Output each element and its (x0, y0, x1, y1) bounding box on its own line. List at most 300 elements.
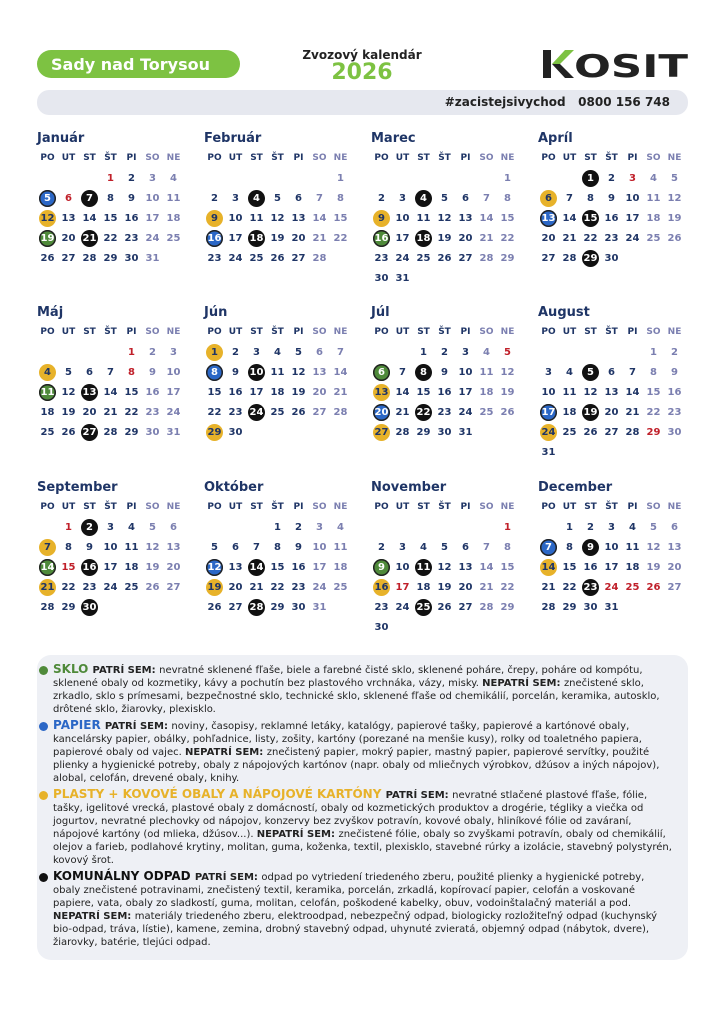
day-number (165, 599, 182, 616)
day-number (39, 170, 56, 187)
month-7 (538, 304, 688, 462)
day-number: 17 (103, 561, 118, 573)
day-number: 1 (107, 172, 114, 184)
day-number (206, 170, 223, 187)
weekday-label: ST (417, 153, 430, 163)
day-cell (643, 188, 664, 208)
day-cell (476, 597, 497, 617)
day-cell (204, 537, 225, 557)
day-cell (37, 422, 58, 442)
day-cell (309, 188, 330, 208)
day-cell (309, 557, 330, 577)
calendar-year: 2026 (331, 60, 393, 85)
weekday-label: PO (40, 327, 55, 337)
day-number (561, 170, 578, 187)
day-cell (79, 208, 100, 228)
day-cell (37, 402, 58, 422)
day-number: 18 (625, 561, 640, 573)
day-cell (455, 248, 476, 268)
weekday-header (371, 322, 521, 342)
day-cell (267, 248, 288, 268)
day-number: 24 (312, 581, 327, 593)
weekday-header (538, 148, 688, 168)
day-number (81, 344, 98, 361)
day-number: 20 (291, 232, 306, 244)
day-number: 4 (128, 521, 135, 533)
weekday-label: UT (61, 327, 76, 337)
empty-cell (559, 168, 580, 188)
day-cell (392, 268, 413, 288)
empty-cell (371, 342, 392, 362)
day-cell (58, 228, 79, 248)
day-number: 17 (604, 561, 619, 573)
day-number (206, 519, 223, 536)
day-number (624, 599, 641, 616)
day-number: 3 (629, 172, 636, 184)
weekday-label: ŠT (104, 153, 117, 163)
day-cell (121, 362, 142, 382)
day-cell (601, 597, 622, 617)
weekday-label: PI (126, 502, 137, 512)
weekday-label: UT (395, 327, 410, 337)
day-number (478, 619, 495, 636)
week-row (538, 188, 688, 208)
day-cell (163, 382, 184, 402)
day-number: 11 (646, 192, 661, 204)
week-row (371, 188, 521, 208)
day-cell (330, 188, 351, 208)
day-number: 10 (625, 192, 640, 204)
day-cell (267, 382, 288, 402)
weekday-label: PI (460, 502, 471, 512)
day-cell (622, 422, 643, 442)
week-row (538, 422, 688, 442)
weekday-label: SO (479, 502, 494, 512)
empty-cell (288, 168, 309, 188)
day-number (478, 270, 495, 287)
day-cell (309, 517, 330, 537)
week-row (204, 188, 354, 208)
day-cell (121, 188, 142, 208)
day-cell (309, 537, 330, 557)
day-number (645, 444, 662, 461)
empty-cell (476, 168, 497, 188)
weekday-label: ŠT (271, 327, 284, 337)
day-number: 28 (625, 426, 640, 438)
day-number: 31 (166, 426, 181, 438)
day-cell (204, 362, 225, 382)
day-cell (37, 188, 58, 208)
day-cell (559, 362, 580, 382)
day-cell (225, 362, 246, 382)
day-number: 31 (312, 601, 327, 613)
day-number: 28 (479, 601, 494, 613)
empty-cell (392, 168, 413, 188)
day-cell (142, 168, 163, 188)
day-cell (267, 577, 288, 597)
day-cell (601, 188, 622, 208)
month-name: Marec (371, 131, 416, 146)
day-number: 1 (128, 346, 135, 358)
day-cell (497, 557, 518, 577)
hashtag: #zacistejsivychod (444, 95, 566, 109)
day-cell (100, 208, 121, 228)
weekday-label: PO (541, 502, 556, 512)
day-cell (371, 537, 392, 557)
day-number: 2 (81, 519, 98, 536)
day-cell (559, 537, 580, 557)
day-number: 2 (587, 521, 594, 533)
week-row (371, 228, 521, 248)
day-number: 31 (395, 272, 410, 284)
empty-cell (622, 248, 643, 268)
day-cell (538, 228, 559, 248)
weekday-label: ŠT (104, 327, 117, 337)
empty-cell (100, 597, 121, 617)
weekday-label: PI (627, 327, 638, 337)
week-row (538, 168, 688, 188)
day-number: 21 (39, 579, 56, 596)
legend-plasty (53, 788, 673, 867)
empty-cell (664, 597, 685, 617)
day-number: 26 (270, 252, 285, 264)
week-row (37, 517, 187, 537)
day-number: 5 (149, 521, 156, 533)
day-cell (121, 557, 142, 577)
legend-panel (37, 655, 688, 960)
day-number: 24 (604, 581, 619, 593)
day-cell (37, 537, 58, 557)
day-number (415, 170, 432, 187)
day-cell (601, 382, 622, 402)
weekday-label: ST (250, 502, 263, 512)
weekday-label: PI (126, 153, 137, 163)
day-number: 11 (249, 212, 264, 224)
day-number: 27 (667, 581, 682, 593)
legend-title: PAPIER (53, 718, 105, 732)
day-cell (580, 228, 601, 248)
empty-cell (559, 442, 580, 462)
day-cell (497, 537, 518, 557)
day-number: 24 (395, 601, 410, 613)
day-number: 16 (373, 579, 390, 596)
day-cell (225, 188, 246, 208)
day-cell (538, 537, 559, 557)
week-row (37, 342, 187, 362)
day-number: 26 (437, 601, 452, 613)
day-cell (267, 362, 288, 382)
day-cell (455, 537, 476, 557)
day-cell (288, 188, 309, 208)
legend-title: PLASTY + KOVOVÉ OBALY A NÁPOJOVÉ KARTÓNY (53, 787, 386, 801)
day-number (227, 519, 244, 536)
day-number: 16 (667, 386, 682, 398)
day-cell (497, 248, 518, 268)
day-number: 9 (232, 366, 239, 378)
week-row (538, 517, 688, 537)
day-number (269, 424, 286, 441)
weekday-label: SO (479, 153, 494, 163)
empty-cell (538, 168, 559, 188)
day-number (540, 344, 557, 361)
day-cell (601, 402, 622, 422)
day-cell (204, 402, 225, 422)
day-cell (37, 597, 58, 617)
day-number (394, 344, 411, 361)
day-cell (121, 208, 142, 228)
day-number: 9 (441, 366, 448, 378)
day-cell (664, 168, 685, 188)
month-name: Júl (371, 305, 390, 320)
day-cell (204, 228, 225, 248)
day-number: 30 (228, 426, 243, 438)
day-cell (79, 537, 100, 557)
day-cell (413, 228, 434, 248)
day-number: 13 (61, 212, 76, 224)
day-number: 14 (625, 386, 640, 398)
day-cell (330, 402, 351, 422)
day-number: 13 (291, 212, 306, 224)
weekday-label: ST (417, 327, 430, 337)
day-cell (267, 597, 288, 617)
day-number: 13 (458, 212, 473, 224)
day-number: 16 (81, 559, 98, 576)
day-number (227, 170, 244, 187)
day-number: 15 (582, 210, 599, 227)
week-row (37, 362, 187, 382)
weekday-label: PO (40, 502, 55, 512)
day-cell (643, 517, 664, 537)
day-number: 7 (483, 192, 490, 204)
day-cell (267, 402, 288, 422)
month-10 (371, 479, 521, 637)
weekday-label: ŠT (271, 502, 284, 512)
day-number: 13 (166, 541, 181, 553)
day-cell (580, 577, 601, 597)
day-number: 27 (373, 424, 390, 441)
day-number: 29 (416, 426, 431, 438)
day-number: 25 (625, 581, 640, 593)
week-row (371, 342, 521, 362)
day-cell (142, 422, 163, 442)
weekday-label: SO (312, 327, 327, 337)
day-cell (601, 168, 622, 188)
day-cell (330, 342, 351, 362)
weekday-header (37, 148, 187, 168)
day-cell (79, 597, 100, 617)
week-row (538, 577, 688, 597)
day-cell (100, 422, 121, 442)
empty-cell (413, 617, 434, 637)
day-cell (163, 537, 184, 557)
day-cell (392, 188, 413, 208)
day-cell (100, 402, 121, 422)
weekday-label: SO (145, 502, 160, 512)
legend-yes-text: nevratné sklenené fľaše, biele a farebné čisté sklo, sklenené poháre, črepy, poháre od kompótu, sklenené obaly od kozmetiky, kávy a pochutín bez plastového vrchnáka, vázy, misky. (53, 665, 643, 689)
day-number: 2 (149, 346, 156, 358)
empty-cell (580, 442, 601, 462)
day-number: 28 (248, 599, 265, 616)
day-number: 4 (337, 521, 344, 533)
legend-yes-label: PATRÍ SEM: (104, 721, 172, 732)
day-number: 12 (437, 561, 452, 573)
day-number: 19 (270, 232, 285, 244)
day-cell (643, 537, 664, 557)
day-cell (434, 422, 455, 442)
week-row (37, 382, 187, 402)
day-cell (371, 577, 392, 597)
day-cell (246, 248, 267, 268)
day-number: 22 (333, 232, 348, 244)
day-cell (538, 402, 559, 422)
day-number: 10 (103, 541, 118, 553)
day-number: 24 (166, 406, 181, 418)
day-number: 23 (437, 406, 452, 418)
day-cell (497, 382, 518, 402)
week-row (538, 537, 688, 557)
day-number: 6 (65, 192, 72, 204)
day-cell (538, 422, 559, 442)
day-cell (413, 422, 434, 442)
week-row (371, 557, 521, 577)
day-cell (392, 537, 413, 557)
day-number: 4 (566, 366, 573, 378)
day-number (666, 599, 683, 616)
day-cell (225, 402, 246, 422)
empty-cell (455, 268, 476, 288)
day-number: 28 (562, 252, 577, 264)
day-number: 18 (479, 386, 494, 398)
empty-cell (204, 168, 225, 188)
day-number: 16 (206, 230, 223, 247)
day-number: 27 (166, 581, 181, 593)
day-cell (58, 557, 79, 577)
day-number: 5 (504, 346, 511, 358)
day-number: 2 (608, 172, 615, 184)
day-number: 6 (540, 190, 557, 207)
empty-cell (330, 597, 351, 617)
day-number: 6 (295, 192, 302, 204)
day-number: 1 (566, 521, 573, 533)
day-cell (288, 228, 309, 248)
month-11 (538, 479, 688, 617)
day-number: 22 (562, 581, 577, 593)
empty-cell (37, 168, 58, 188)
day-number: 11 (562, 386, 577, 398)
day-cell (497, 228, 518, 248)
day-cell (204, 382, 225, 402)
day-number: 12 (646, 541, 661, 553)
day-cell (476, 557, 497, 577)
day-number: 27 (458, 252, 473, 264)
day-cell (225, 577, 246, 597)
day-cell (497, 362, 518, 382)
day-number: 2 (128, 172, 135, 184)
day-number: 7 (107, 366, 114, 378)
legend-yes-text: odpad po vytriedení triedeného zberu, použité plienky a hygienické potreby, obaly znečistené potravinami, znečistený textil, keramika, porcelán, zrkadlá, kopírovací papier, celofán a voskované papiere, vata, obaly zo sladkostí, guma, molitan, celofán, poškodené kabelky, obuv, vodoinštalačný materiál a pod. (53, 872, 645, 909)
day-cell (267, 537, 288, 557)
day-number: 22 (124, 406, 139, 418)
empty-cell (267, 168, 288, 188)
day-number: 22 (103, 232, 118, 244)
day-number (269, 170, 286, 187)
day-cell (559, 597, 580, 617)
day-cell (601, 557, 622, 577)
day-number: 26 (61, 426, 76, 438)
day-number: 13 (458, 561, 473, 573)
day-cell (58, 577, 79, 597)
empty-cell (434, 268, 455, 288)
day-number: 17 (625, 212, 640, 224)
day-cell (79, 577, 100, 597)
day-cell (538, 382, 559, 402)
day-number (102, 599, 119, 616)
weekday-label: PI (460, 153, 471, 163)
weekday-label: NE (667, 327, 682, 337)
day-number: 7 (566, 192, 573, 204)
day-number: 14 (39, 559, 56, 576)
day-cell (371, 382, 392, 402)
day-number: 22 (583, 232, 598, 244)
week-row (371, 517, 521, 537)
day-cell (434, 342, 455, 362)
day-number (248, 519, 265, 536)
day-number (81, 170, 98, 187)
day-number (436, 270, 453, 287)
week-row (204, 228, 354, 248)
day-number: 4 (420, 541, 427, 553)
day-number: 3 (170, 346, 177, 358)
empty-cell (413, 168, 434, 188)
day-cell (538, 362, 559, 382)
day-cell (371, 208, 392, 228)
empty-cell (622, 597, 643, 617)
day-number: 29 (562, 601, 577, 613)
day-cell (100, 228, 121, 248)
weekday-label: PI (293, 153, 304, 163)
week-row (37, 402, 187, 422)
day-number: 28 (479, 252, 494, 264)
day-cell (37, 557, 58, 577)
day-cell (497, 208, 518, 228)
day-number: 30 (81, 599, 98, 616)
day-cell (163, 517, 184, 537)
day-number: 17 (395, 581, 410, 593)
day-cell (58, 402, 79, 422)
day-cell (622, 188, 643, 208)
contact-text (445, 95, 670, 109)
weekday-label: PO (40, 153, 55, 163)
day-number: 9 (206, 210, 223, 227)
day-cell (330, 577, 351, 597)
day-number (165, 250, 182, 267)
day-number: 31 (541, 446, 556, 458)
day-cell (538, 442, 559, 462)
day-number: 7 (316, 192, 323, 204)
day-number: 5 (441, 541, 448, 553)
day-number: 6 (462, 192, 469, 204)
day-cell (413, 362, 434, 382)
empty-cell (476, 422, 497, 442)
week-row (538, 248, 688, 268)
weekday-label: ŠT (438, 502, 451, 512)
day-number: 27 (458, 601, 473, 613)
day-number: 12 (206, 559, 223, 576)
day-cell (100, 188, 121, 208)
weekday-header (538, 322, 688, 342)
day-number: 26 (207, 601, 222, 613)
day-cell (476, 537, 497, 557)
